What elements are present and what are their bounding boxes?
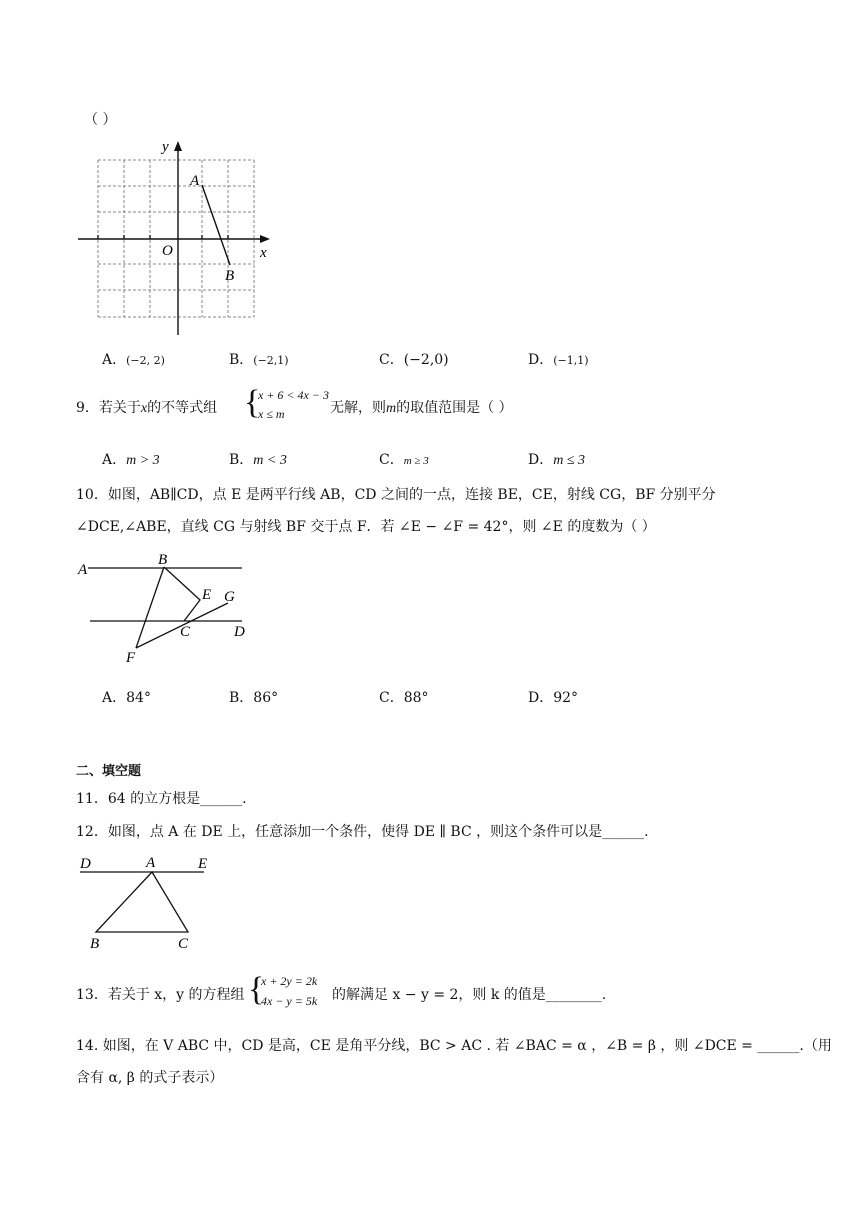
q10-option-c[interactable]: C．88° (379, 690, 429, 706)
section-title-fill-in: 二、填空题 (76, 764, 142, 779)
q8-point-b-label: B (225, 268, 235, 284)
q14-stem-line-2: 含有 α, β 的式子表示） (76, 1070, 224, 1086)
q10-option-b[interactable]: B．86° (229, 690, 279, 706)
q8-option-d-value: (−1,1) (553, 354, 589, 367)
q10-segments-be-ec (164, 567, 200, 621)
q8-point-a-label: A (190, 173, 200, 189)
q8-option-b-letter: B． (229, 352, 254, 368)
q9-option-d-value: m ≤ 3 (553, 453, 586, 468)
q9-stem (76, 398, 217, 419)
x-axis-arrow-icon (260, 235, 270, 243)
q9-option-a[interactable]: A．m > 3 (102, 452, 160, 468)
q10-stem-line-2: ∠DCE,∠ABE，直线 CG 与射线 BF 交于点 F．若 ∠E − ∠F = 42°，则 ∠E 的度数为（ ） (76, 519, 656, 535)
q10-label-f: F (126, 650, 136, 666)
q13-system-line-2: 4x − y = 5k (261, 994, 318, 1008)
q8-option-c-value: (−2,0) (403, 352, 449, 368)
q8-origin-label: O (162, 243, 173, 259)
q9-option-c-value: m ≥ 3 (403, 455, 429, 467)
q9-var-x: x (140, 401, 148, 416)
q14-stem-line-1: 14. 如图，在 V ABC 中，CD 是高，CE 是角平分线，BC > AC . 若 ∠BAC = α ，∠B = β ，则 ∠DCE = ______.（用 (76, 1038, 832, 1054)
q8-y-label: y (162, 139, 169, 155)
q12-label-e: E (198, 856, 208, 872)
q11-text: 11．64 的立方根是______. (76, 791, 247, 807)
q9-brace-icon: { (244, 384, 261, 421)
q8-x-label: x (260, 245, 267, 261)
q8-option-b[interactable] (229, 350, 289, 371)
q9-var-m: m (386, 401, 397, 416)
q8-option-a-letter: A． (102, 352, 127, 368)
q10-option-c-value: 88° (403, 690, 429, 706)
q10-label-b: B (158, 552, 168, 568)
q12-triangle-abc (96, 872, 188, 932)
q8-option-d[interactable] (528, 350, 589, 371)
q12-label-a: A (146, 855, 156, 871)
q9-mid: 的不等式组 (147, 400, 218, 416)
q9-suffix: 的取值范围是（ ） (396, 400, 513, 416)
q9-option-d[interactable]: D．m ≤ 3 (528, 452, 586, 468)
q8-grid-figure (70, 135, 280, 345)
q9-option-b[interactable]: B．m < 3 (229, 452, 287, 468)
q8-option-a[interactable] (102, 350, 165, 371)
q13-suffix: 的解满足 x − y = 2，则 k 的值是________. (332, 987, 607, 1003)
q8-option-a-value: (−2, 2) (126, 354, 165, 367)
q12-label-b: B (90, 936, 100, 952)
q9-option-c[interactable]: C．m ≥ 3 (379, 452, 429, 468)
y-axis-arrow-icon (174, 141, 182, 151)
q9-option-b-value: m < 3 (253, 453, 287, 468)
q10-label-g: G (224, 589, 235, 605)
q8-option-c[interactable] (379, 350, 449, 370)
q10-label-d: D (234, 624, 245, 640)
q9-option-a-value: m > 3 (126, 453, 160, 468)
q10-stem-line-1: 10．如图，AB∥CD，点 E 是两平行线 AB，CD 之间的一点，连接 BE，CE，射线 CG，BF 分别平分 (76, 487, 716, 503)
q8-option-b-value: (−2,1) (253, 354, 289, 367)
q13-prefix: 13．若关于 x，y 的方程组 (76, 987, 245, 1003)
q9-mid2: 无解，则 (330, 400, 386, 416)
q10-figure (70, 550, 260, 670)
q12-figure (74, 852, 224, 952)
q9-stem-tail (330, 398, 513, 419)
q10-option-b-value: 86° (253, 690, 279, 706)
q8-option-c-letter: C． (379, 352, 404, 368)
q10-label-c: C (180, 624, 191, 640)
q9-prefix: 9．若关于 (76, 400, 141, 416)
q10-option-a-value: 84° (126, 690, 151, 706)
q13-system-line-1: x + 2y = 2k (261, 974, 318, 988)
q8-stem-tail: （ ） (84, 112, 117, 128)
q9-system-line-2: x ≤ m (258, 407, 285, 421)
q12-label-c: C (178, 936, 189, 952)
q13-brace-icon: { (248, 971, 265, 1008)
q10-label-e: E (202, 587, 212, 603)
q10-option-d-value: 92° (553, 690, 579, 706)
q8-option-d-letter: D． (528, 352, 554, 368)
q12-label-d: D (80, 856, 91, 872)
q10-option-a[interactable]: A．84° (102, 690, 151, 706)
q10-option-d[interactable]: D．92° (528, 690, 579, 706)
q10-label-a: A (78, 562, 88, 578)
q8-segment-ab (202, 185, 230, 265)
q9-system-line-1: x + 6 < 4x − 3 (258, 388, 329, 402)
q12-text: 12．如图，点 A 在 DE 上，任意添加一个条件，使得 DE ∥ BC ，则这个条件可以是______. (76, 824, 649, 840)
